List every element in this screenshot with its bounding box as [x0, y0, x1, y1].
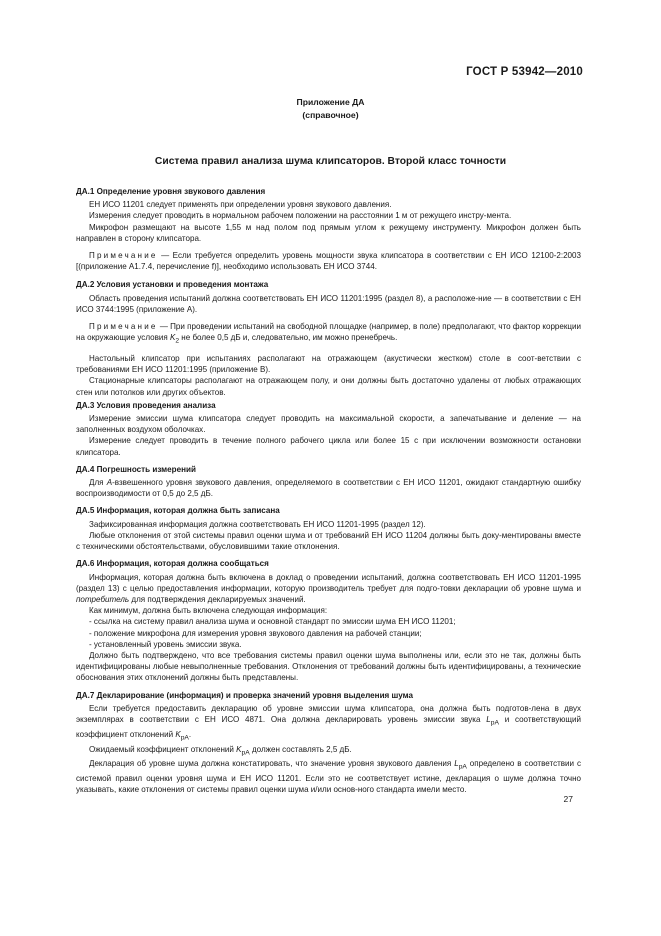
- note: [76, 321, 581, 347]
- section-heading-da3: ДА.3 Условия проведения анализа: [76, 400, 216, 410]
- page-number: 27: [563, 794, 573, 804]
- subscript: pA: [241, 749, 250, 757]
- section-heading-da4: ДА.4 Погрешность измерений: [76, 464, 196, 474]
- variable: K: [169, 333, 176, 343]
- subscript: pA: [490, 719, 499, 727]
- text: .: [188, 729, 192, 739]
- paragraph: Измерение эмиссии шума клипсатора следует проводить на максимальной скорости, а запечатывание и деление — на заполненных воздухом оболочках.: [76, 414, 581, 435]
- paragraph: [76, 477, 581, 499]
- subscript: pA: [180, 734, 189, 742]
- paragraph: Настольный клипсатор при испытаниях располагают на отражающем (акустически жестком) столе в соот-ветствии с требованиями ЕН ИСО 11201:1995 (приложение В).: [76, 354, 581, 375]
- list-item: - ссылка на систему правил анализа шума и основной стандарт по эмиссии шума ЕН ИСО 11201;: [89, 617, 456, 627]
- text: должен составлять 2,5 дБ.: [249, 744, 352, 754]
- text: и соответствующий коэффициент отклонений: [76, 714, 581, 739]
- note-label: Примечание: [89, 322, 158, 332]
- section-heading-da5: ДА.5 Информация, которая должна быть записана: [76, 506, 280, 516]
- paragraph: Микрофон размещают на высоте 1,55 м над полом под прямым углом к режущему инструменту. Микрофон должен быть направлен в сторону клипсатора.: [76, 222, 581, 243]
- paragraph: [76, 703, 581, 744]
- text: -взвешенного уровня звукового давления, определяемого в соответствии с ЕН ИСО 11201, ожидают стандартную ошибку воспроизводимости от 0,5 до 2,5 дБ.: [76, 478, 581, 499]
- section-heading-da7: ДА.7 Декларирование (информация) и проверка значений уровня выделения шума: [76, 690, 414, 700]
- section-heading-da2: ДА.2 Условия установки и проведения монтажа: [76, 280, 269, 290]
- note-text: — При проведении испытаний на свободной площадке (например, в поле) предполагают, что фактор коррекции на окружающие условия: [76, 322, 581, 343]
- appendix-subtitle: (справочное): [302, 110, 359, 120]
- text: Информация, которая должна быть включена в доклад о проведении испытаний, должна соответствовать ЕН ИСО 11201-1995 (раздел 13) с целью предоставления информации, которую производитель требует для подго-товки декларации об уровне шума и: [76, 572, 581, 593]
- variable: L: [454, 759, 459, 769]
- paragraph: [76, 744, 581, 759]
- text: для подтверждения декларируемых значений.: [129, 594, 306, 604]
- document-body: [76, 186, 581, 796]
- paragraph: Зафиксированная информация должна соответствовать ЕН ИСО 11201-1995 (раздел 12).: [89, 519, 426, 529]
- subscript: 2: [175, 337, 180, 345]
- list-item: - установленный уровень эмиссии звука.: [89, 639, 242, 649]
- section-heading-da6: ДА.6 Информация, которая должна сообщаться: [76, 559, 269, 569]
- variable: А: [106, 478, 113, 488]
- text: Декларация об уровне шума должна констатировать, что значение уровня звукового давления: [89, 759, 455, 769]
- subscript: pA: [458, 763, 467, 771]
- paragraph: Область проведения испытаний должна соответствовать ЕН ИСО 11201:1995 (раздел 8), а расположе-ние — в соответствии с ЕН ИСО 3744:1995 (приложение А).: [76, 293, 581, 314]
- text: Для: [89, 478, 107, 488]
- variable: L: [486, 714, 491, 724]
- paragraph: Должно быть подтверждено, что все требования системы правил оценки шума выполнены или, если это не так, должны быть идентифицированы любые невыполненные требования. Отклонения от требований должны быть идентифицированы, а технические обоснования этих отклонений должны быть представлены.: [76, 650, 581, 683]
- note-text: не более 0,5 дБ и, следовательно, им можно пренебречь.: [179, 333, 398, 343]
- note-text: — Если требуется определить уровень мощности звука клипсатора в соответствии с ЕН ИСО 12100-2:2003 [(приложение А1.7.4, перечисление f)], необходимо использовать ЕН ИСО 3744.: [76, 251, 581, 272]
- note: [76, 250, 581, 272]
- note-label: Примечание: [89, 251, 158, 261]
- paragraph: Любые отклонения от этой системы правил оценки шума и от требований ЕН ИСО 11204 должны быть доку-ментированы вместе с техническими обстоятельствами, обусловившими такие отклонения.: [76, 530, 581, 552]
- text: Если требуется предоставить декларацию об уровне эмиссии шума клипсатора, она должна быть подготов-лена в двух экземплярах в соответствии с ЕН ИСО 4871. Она должна декларировать уровень эмиссии звука: [76, 703, 581, 724]
- paragraph: Измерения следует проводить в нормальном рабочем положении на расстоянии 1 м от режущего инстру-мента.: [89, 211, 512, 221]
- variable: K: [236, 744, 242, 754]
- paragraph: [76, 572, 581, 606]
- paragraph: [76, 758, 581, 795]
- paragraph: Как минимум, должна быть включена следующая информация:: [89, 606, 328, 616]
- variable: K: [175, 729, 181, 739]
- standard-number: ГОСТ Р 53942—2010: [466, 66, 583, 78]
- paragraph: ЕН ИСО 11201 следует применять при определении уровня звукового давления.: [89, 200, 392, 210]
- text: определено в соответствии с системой правил оценки уровня шума и ЕН ИСО 11201. Если это не соответствует истине, декларация о шуме должна точно указывать, какие отклонения от системы правил оценки шума и/или основ-ного стандарта имели место.: [76, 759, 581, 795]
- appendix-heading: [0, 96, 661, 122]
- section-heading-da1: ДА.1 Определение уровня звукового давления: [76, 187, 266, 196]
- text: Ожидаемый коэффициент отклонений: [89, 744, 237, 754]
- document-title: Система правил анализа шума клипсаторов. Второй класс точности: [154, 156, 507, 167]
- emphasis: потребитель: [76, 594, 130, 604]
- appendix-title: Приложение ДА: [296, 97, 365, 107]
- list-item: - положение микрофона для измерения уровня звукового давления на рабочей станции;: [89, 628, 422, 638]
- paragraph: Стационарные клипсаторы располагают на отражающем полу, и они должны быть достаточно удалены от любых отражающих стен или потолков или других объектов.: [76, 376, 581, 397]
- paragraph: Измерение следует проводить в течение полного рабочего цикла или более 15 с при исключении возможности остановки клипсатора.: [76, 436, 581, 457]
